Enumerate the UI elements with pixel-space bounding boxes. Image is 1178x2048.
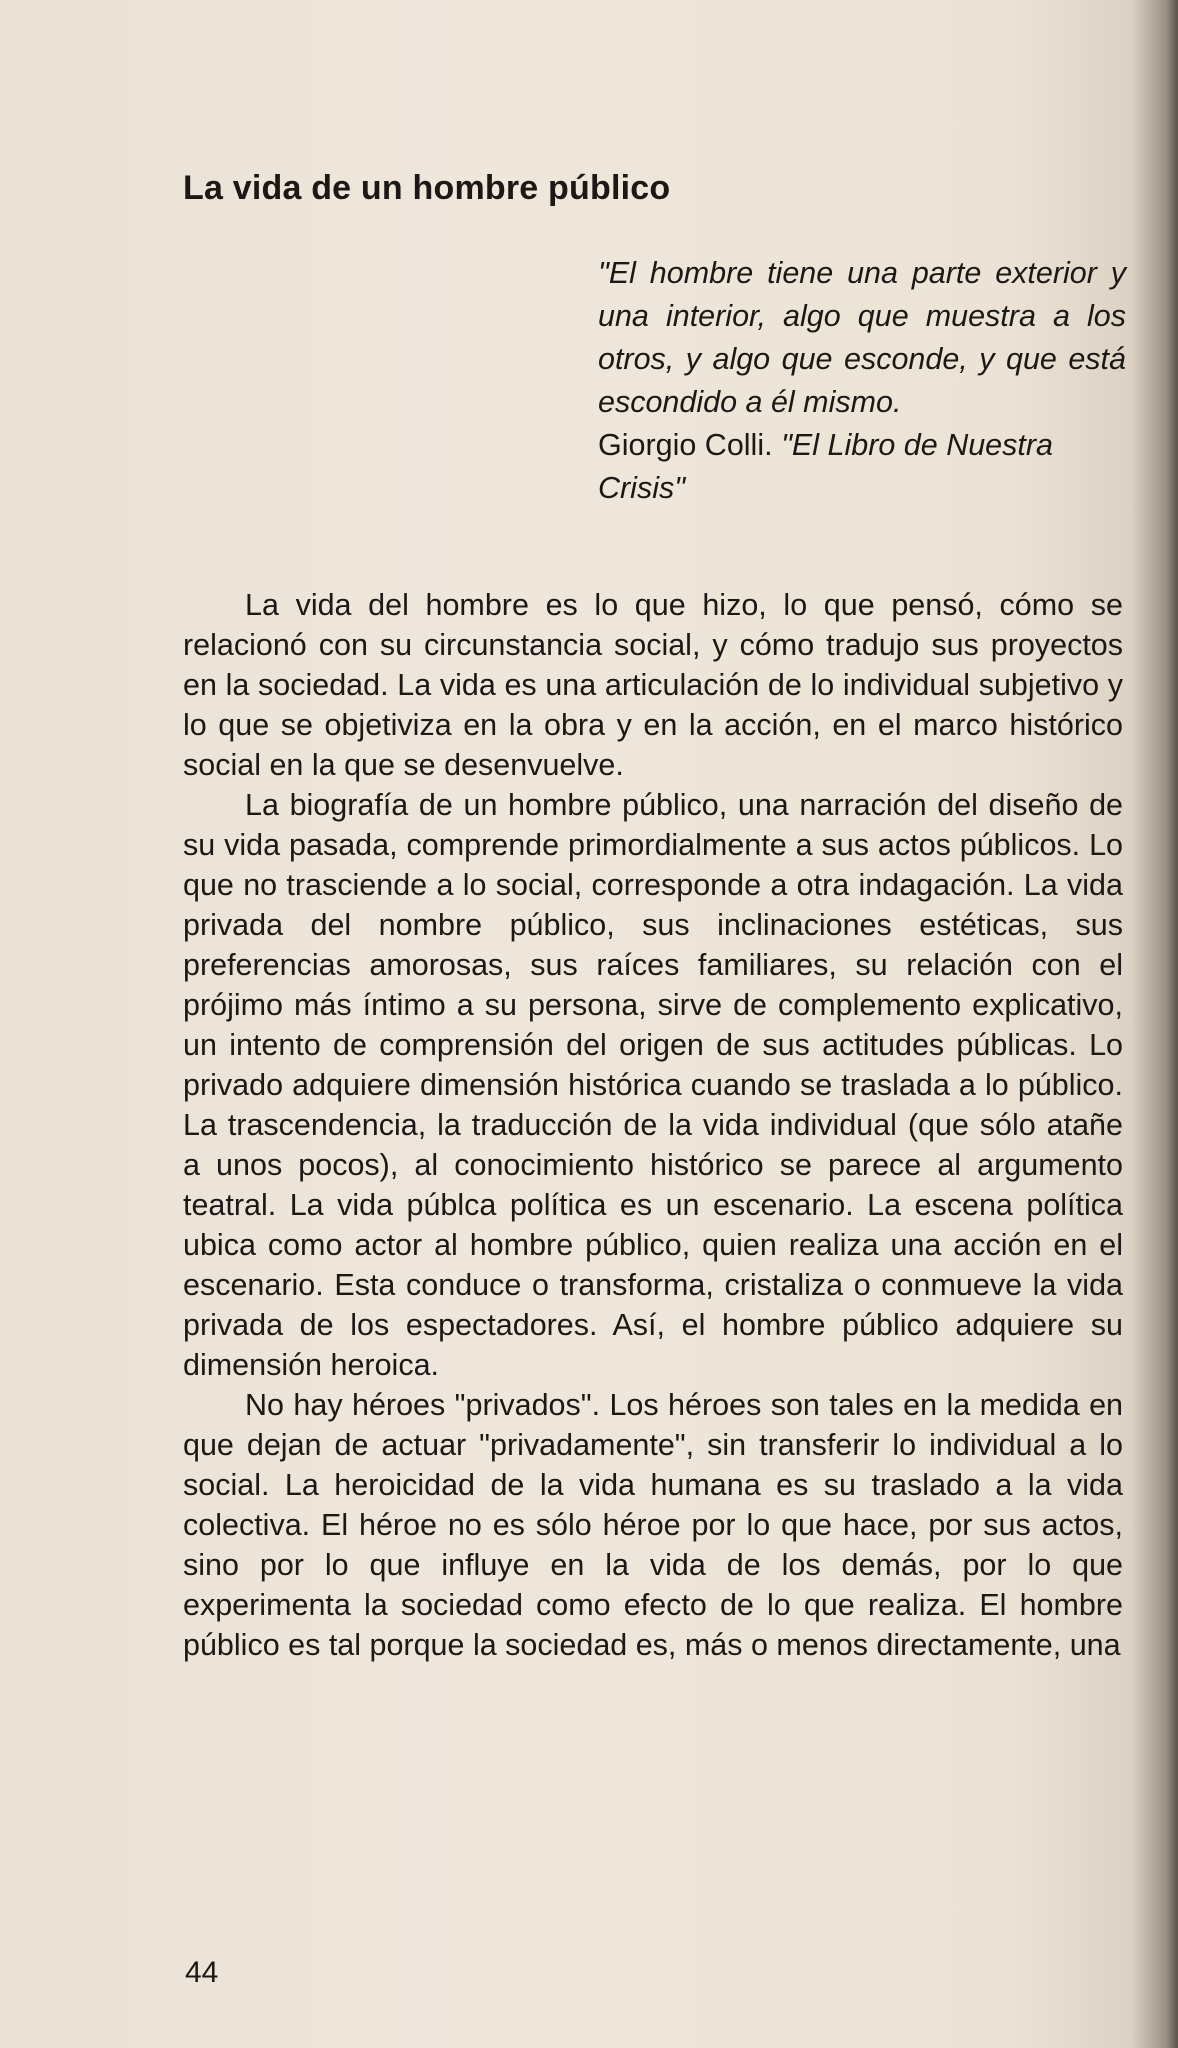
paragraph: La biografía de un hombre público, una narración del diseño de su vida pasada, comprende primordialmente a sus actos públicos. Lo que no trasciende a lo social, corresponde a otra indagación. La vida privada del nombre público, sus inclinaciones estéticas, sus preferencias amorosas, sus raíces familiares, su relación con el prójimo más íntimo a su persona, sirve de complemento explicativo, un intento de comprensión del origen de sus actitudes públicas. Lo privado adquiere dimensión histórica cuando se traslada a lo público. La trascendencia, la traducción de la vida individual (que sólo atañe a unos pocos), al conocimiento histórico se parece al argumento teatral. La vida públca política es un escenario. La escena política ubica como actor al hombre público, quien realiza una acción en el escenario. Esta conduce o transforma, cristaliza o conmueve la vida privada de los espectadores. Así, el hombre público adquiere su dimensión heroica. <box>183 788 1123 1382</box>
paragraph: La vida del hombre es lo que hizo, lo que pensó, cómo se relacionó con su circunstancia social, y cómo tradujo sus proyectos en la sociedad. La vida es una articulación de lo individual subjetivo y lo que se objetiviza en la obra y en la acción, en el marco histórico social en la que se desenvuelve. <box>183 588 1123 782</box>
epigraph <box>598 252 1126 510</box>
paragraph: No hay héroes "privados". Los héroes son tales en la medida en que dejan de actuar "privadamente", sin transferir lo individual a lo social. La heroicidad de la vida humana es su traslado a la vida colectiva. El héroe no es sólo héroe por lo que hace, por sus actos, sino por lo que influye en la vida de los demás, por lo que experimenta la sociedad como efecto de lo que realiza. El hombre público es tal porque la sociedad es, más o menos directamente, una <box>183 1388 1123 1662</box>
page-number: 44 <box>185 1956 219 1989</box>
body-text <box>183 585 1123 1665</box>
epigraph-author: Giorgio Colli. <box>598 428 773 462</box>
epigraph-quote: "El hombre tiene una parte exterior y una interior, algo que muestra a los otros, y algo que esconde, y que está escondido a él mismo. <box>598 256 1126 419</box>
epigraph-work: "El Libro de Nuestra Crisis" <box>598 428 1053 505</box>
section-title: La vida de un hombre público <box>183 169 671 207</box>
epigraph-source <box>598 424 1126 510</box>
